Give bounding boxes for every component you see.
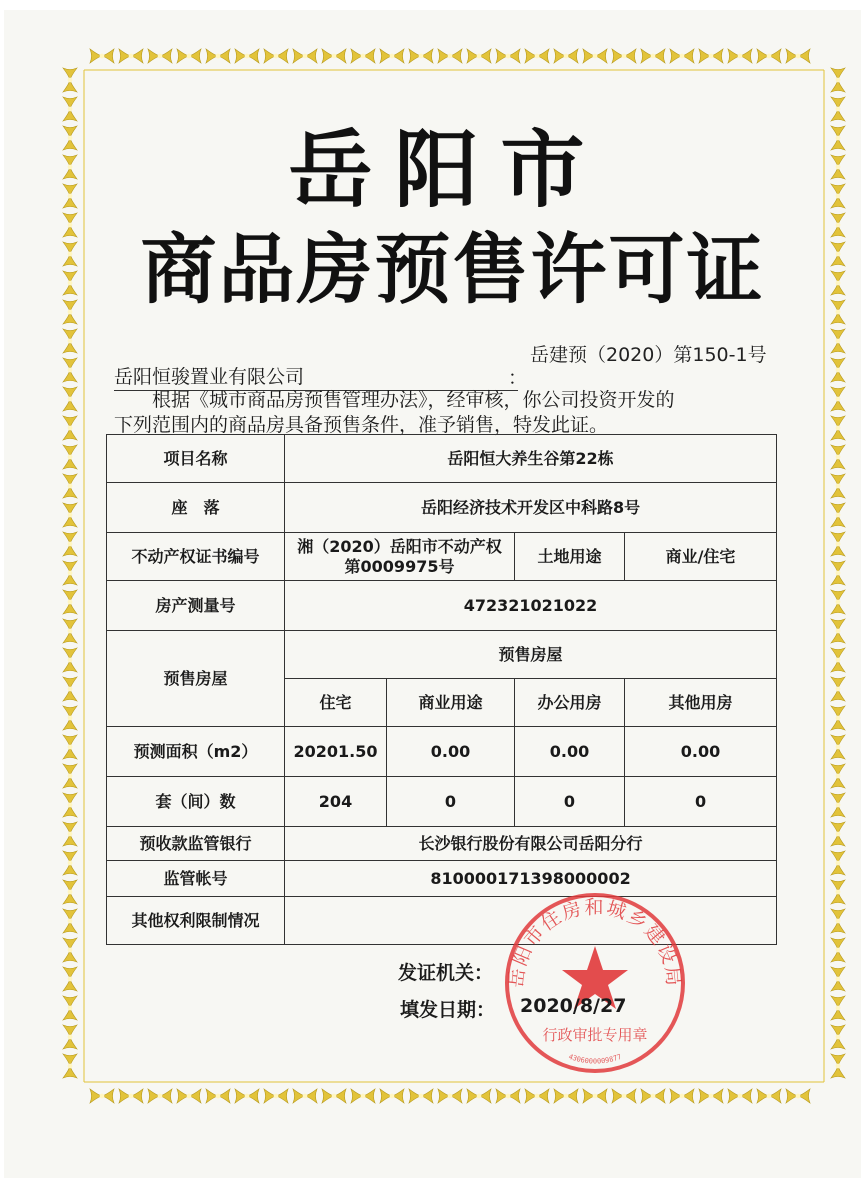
border-ornament [438, 49, 462, 63]
border-ornament [119, 49, 143, 63]
table-row [107, 581, 777, 631]
border-ornament [409, 49, 433, 63]
border-ornament [467, 1089, 491, 1103]
border-ornament [831, 590, 845, 614]
table-row [107, 631, 777, 679]
border-ornament [322, 1089, 346, 1103]
use-header-other: 其他用房 [625, 679, 777, 727]
property-cert-label: 不动产权证书编号 [107, 533, 285, 581]
border-ornament [409, 1089, 433, 1103]
account-label: 监管帐号 [107, 861, 285, 897]
survey-no-label: 房产测量号 [107, 581, 285, 631]
border-ornament [831, 445, 845, 469]
border-ornament [831, 474, 845, 498]
border-ornament [63, 764, 77, 788]
border-ornament [554, 1089, 578, 1103]
company-colon: ： [508, 367, 528, 389]
border-ornament [63, 938, 77, 962]
border-ornament [831, 648, 845, 672]
border-ornament [63, 474, 77, 498]
border-ornament [63, 822, 77, 846]
table-row [107, 533, 777, 581]
issue-date-label: 填发日期： [400, 999, 496, 1021]
border-ornament [63, 590, 77, 614]
border-ornament [63, 967, 77, 991]
permit-number: 岳建预（2020）第150-1号 [530, 344, 767, 366]
area-commercial: 0.00 [387, 727, 515, 777]
border-ornament [177, 1089, 201, 1103]
border-ornament [525, 1089, 549, 1103]
issuer-label: 发证机关： [398, 962, 494, 984]
border-ornament [612, 1089, 636, 1103]
border-ornament [206, 1089, 230, 1103]
use-header-office: 办公用房 [515, 679, 625, 727]
border-ornament [831, 329, 845, 353]
border-ornament [831, 561, 845, 585]
border-ornament [322, 49, 346, 63]
border-ornament [380, 1089, 404, 1103]
project-name-value: 岳阳恒大养生谷第22栋 [285, 435, 777, 483]
border-ornament [670, 1089, 694, 1103]
seal-code: 4306000009877 [567, 1052, 623, 1066]
border-ornament [757, 1089, 781, 1103]
border-ornament [63, 851, 77, 875]
border-ornament [831, 503, 845, 527]
border-ornament [831, 358, 845, 382]
border-ornament [467, 49, 491, 63]
border-ornament [63, 648, 77, 672]
border-ornament [831, 938, 845, 962]
border-ornament [63, 793, 77, 817]
units-commercial: 0 [387, 777, 515, 827]
border-ornament [206, 49, 230, 63]
border-ornament [786, 49, 810, 63]
area-label: 预测面积（m2） [107, 727, 285, 777]
border-ornament [63, 416, 77, 440]
units-other: 0 [625, 777, 777, 827]
city-title: 岳阳市 [288, 121, 607, 219]
approval-text-line2: 下列范围内的商品房具备预售条件，准予销售，特发此证。 [114, 414, 609, 436]
border-ornament [831, 880, 845, 904]
project-name-label: 项目名称 [107, 435, 285, 483]
border-ornament [554, 49, 578, 63]
border-ornament [728, 1089, 752, 1103]
border-ornament [63, 503, 77, 527]
account-value: 810000171398000002 [285, 861, 777, 897]
border-ornament [235, 1089, 259, 1103]
border-ornament [264, 1089, 288, 1103]
border-ornament [63, 532, 77, 556]
seal-sub-text: 行政审批专用章 [542, 1026, 648, 1044]
approval-text-line1: 根据《城市商品房预售管理办法》，经审核，你公司投资开发的 [152, 389, 675, 411]
border-ornament [525, 49, 549, 63]
border-ornament [63, 880, 77, 904]
border-ornament [119, 1089, 143, 1103]
border-ornament [63, 68, 77, 92]
border-ornament [496, 1089, 520, 1103]
bank-label: 预收款监管银行 [107, 827, 285, 861]
border-ornament [831, 764, 845, 788]
border-ornament [63, 1025, 77, 1049]
border-ornament [728, 49, 752, 63]
border-ornament [831, 822, 845, 846]
area-office: 0.00 [515, 727, 625, 777]
table-row [107, 727, 777, 777]
border-ornament [831, 387, 845, 411]
border-ornament [63, 706, 77, 730]
units-office: 0 [515, 777, 625, 827]
border-ornament [63, 561, 77, 585]
border-ornament [63, 329, 77, 353]
border-ornament [670, 49, 694, 63]
border-ornament [496, 49, 520, 63]
border-ornament [293, 49, 317, 63]
presale-header: 预售房屋 [285, 631, 777, 679]
border-ornament [831, 793, 845, 817]
border-ornament [90, 1089, 114, 1103]
border-ornament [177, 49, 201, 63]
border-ornament [63, 1054, 77, 1078]
official-seal [500, 888, 690, 1078]
border-ornament [583, 49, 607, 63]
border-ornament [264, 49, 288, 63]
border-ornament [63, 735, 77, 759]
survey-no-value: 472321021022 [285, 581, 777, 631]
border-ornament [831, 851, 845, 875]
seal-ring-text: 岳阳市住房和城乡建设局 [505, 896, 685, 989]
border-ornament [831, 996, 845, 1020]
certificate-title: 商品房预售许可证 [140, 225, 765, 314]
other-rights-label: 其他权利限制情况 [107, 897, 285, 945]
border-ornament [641, 49, 665, 63]
border-ornament [148, 49, 172, 63]
border-ornament [351, 1089, 375, 1103]
border-ornament [831, 68, 845, 92]
table-row [107, 827, 777, 861]
border-ornament [786, 1089, 810, 1103]
units-label: 套（间）数 [107, 777, 285, 827]
presale-info-table [106, 434, 777, 945]
location-label: 座 落 [107, 483, 285, 533]
use-header-commercial: 商业用途 [387, 679, 515, 727]
border-ornament [641, 1089, 665, 1103]
border-ornament [293, 1089, 317, 1103]
border-ornament [63, 358, 77, 382]
bank-value: 长沙银行股份有限公司岳阳分行 [285, 827, 777, 861]
border-ornament [757, 49, 781, 63]
presale-label: 预售房屋 [107, 631, 285, 727]
area-other: 0.00 [625, 727, 777, 777]
border-ornament [831, 735, 845, 759]
property-cert-value: 湘（2020）岳阳市不动产权 第0009975号 [285, 533, 515, 581]
border-ornament [831, 909, 845, 933]
border-ornament [63, 387, 77, 411]
border-ornament [583, 1089, 607, 1103]
border-ornament [63, 909, 77, 933]
table-row [107, 435, 777, 483]
border-ornament [831, 1025, 845, 1049]
border-ornament [699, 1089, 723, 1103]
location-value: 岳阳经济技术开发区中科路8号 [285, 483, 777, 533]
border-ornament [235, 49, 259, 63]
border-ornament [831, 416, 845, 440]
border-ornament [63, 445, 77, 469]
border-ornament [63, 996, 77, 1020]
border-ornament [612, 49, 636, 63]
border-ornament [699, 49, 723, 63]
svg-text:4306000009877 [567, 1053, 622, 1066]
border-ornament [351, 49, 375, 63]
border-ornament [831, 677, 845, 701]
issue-date: 2020/8/27 [520, 995, 627, 1017]
land-use-value: 商业/住宅 [625, 533, 777, 581]
company-name: 岳阳恒骏置业有限公司 [114, 362, 518, 391]
border-ornament [90, 49, 114, 63]
border-ornament [831, 1054, 845, 1078]
border-ornament [831, 706, 845, 730]
border-ornament [63, 97, 77, 121]
border-ornament [63, 677, 77, 701]
land-use-label: 土地用途 [515, 533, 625, 581]
border-ornament [148, 1089, 172, 1103]
table-row [107, 777, 777, 827]
border-ornament [831, 532, 845, 556]
border-ornament [63, 619, 77, 643]
border-ornament [380, 49, 404, 63]
table-row [107, 483, 777, 533]
area-residential: 20201.50 [285, 727, 387, 777]
units-residential: 204 [285, 777, 387, 827]
border-ornament [831, 619, 845, 643]
use-header-residential: 住宅 [285, 679, 387, 727]
border-ornament [438, 1089, 462, 1103]
border-ornament [831, 967, 845, 991]
border-ornament [831, 97, 845, 121]
